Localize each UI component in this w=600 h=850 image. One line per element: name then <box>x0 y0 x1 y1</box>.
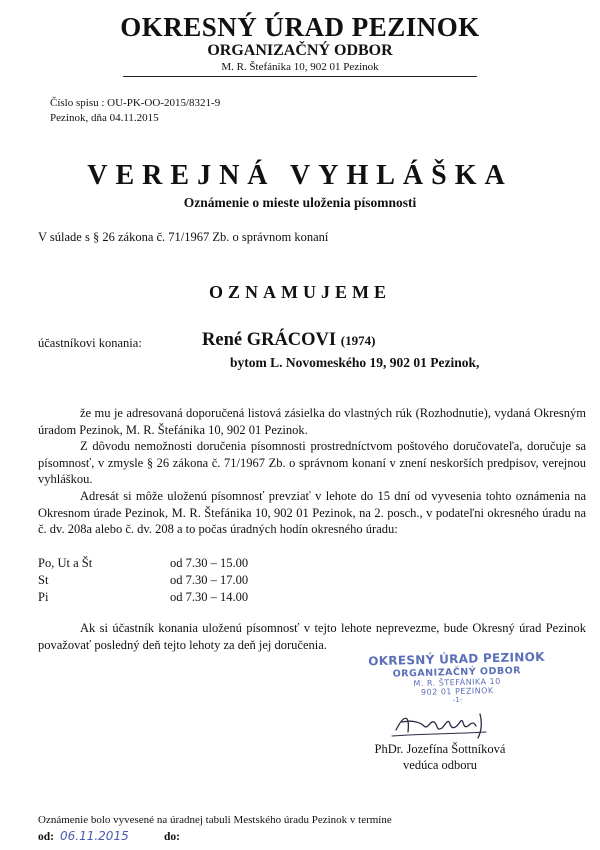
hours-days: St <box>38 573 49 587</box>
office-name: OKRESNÝ ÚRAD PEZINOK <box>120 12 480 42</box>
hours-time: od 7.30 – 15.00 <box>170 556 249 570</box>
closing-text <box>38 620 586 653</box>
signer-block <box>360 741 520 773</box>
body-text <box>38 405 586 538</box>
hours-days: Pi <box>38 590 49 604</box>
signer-role: vedúca odboru <box>403 758 477 772</box>
announcement-heading: OZNAMUJEME <box>209 282 391 302</box>
place-date: Pezinok, dňa 04.11.2015 <box>50 112 159 124</box>
paragraph: že mu je adresovaná doporučená listová zásielka do vlastných rúk (Rozhodnutie), vydaná Okresným úradom Pezinok, M. R. Štefánika 10, 902 01 Pezinok. <box>38 406 586 437</box>
stamp-line: 902 01 PEZINOK <box>420 686 494 697</box>
document-subtitle: Oznámenie o mieste uloženia písomnosti <box>183 195 417 210</box>
party-label: účastníkovi konania: <box>38 336 142 350</box>
party-name: René GRÁCOVI <box>202 330 337 350</box>
paragraph: Adresát si môže uloženú písomnosť prevziať v lehote do 15 dní od vyvesenia tohto oznámenia na Okresnom úrade Pezinok, M. R. Štefánika 10, 902 01 Pezinok, na 2. posch., v podateľni okresného úradu na č. dv. 208a alebo č. dv. 208 a to počas úradných hodín okresného úradu: <box>38 488 586 537</box>
party-birth-year: (1974) <box>340 333 376 348</box>
official-stamp <box>361 650 552 707</box>
hours-time: od 7.30 – 17.00 <box>170 573 249 587</box>
stamp-line: M. R. ŠTEFÁNIKA 10 <box>413 676 501 689</box>
posting-note: Oznámenie bolo vyvesené na úradnej tabuli Mestského úradu Pezinok v termíne <box>38 814 392 826</box>
file-number: Číslo spisu : OU-PK-OO-2015/8321-9 <box>50 97 221 109</box>
legal-basis: V súlade s § 26 zákona č. 71/1967 Zb. o správnom konaní <box>38 230 329 244</box>
stamp-line: OKRESNÝ ÚRAD PEZINOK <box>368 649 545 669</box>
from-label: od: <box>38 831 54 843</box>
closing-paragraph: Ak si účastník konania uloženú písomnosť v tejto lehote neprevezme, bude Okresný úrad Pezinok považovať posledný deň tejto lehoty za deň jej doručenia. <box>38 621 586 652</box>
office-address: M. R. Štefánika 10, 902 01 Pezinok <box>221 61 379 73</box>
hours-time: od 7.30 – 14.00 <box>170 590 249 604</box>
party-name-block <box>202 330 375 351</box>
paragraph: Z dôvodu nemožnosti doručenia písomnosti prostredníctvom poštového doručovateľa, doručuje sa písomnosť, v zmysle § 26 zákona č. 71/1967 Zb. o správnom konaní v znení neskorších predpisov, verejnou vyhláškou. <box>38 439 586 487</box>
stamp-line: -1- <box>452 695 463 705</box>
document-title: VEREJNÁ VYHLÁŠKA <box>87 160 513 191</box>
posting-dates <box>38 829 180 843</box>
header-divider <box>123 76 477 77</box>
to-label: do: <box>164 831 180 843</box>
party-address: bytom L. Novomeského 19, 902 01 Pezinok, <box>230 355 480 370</box>
department-name: ORGANIZAČNÝ ODBOR <box>207 42 393 59</box>
hours-days: Po, Ut a Št <box>38 556 93 570</box>
handwritten-signature <box>390 708 500 742</box>
from-date: 06.11.2015 <box>60 829 129 843</box>
signer-name: PhDr. Jozefína Šottníková <box>374 742 506 756</box>
stamp-line: ORGANIZAČNÝ ODBOR <box>392 665 522 680</box>
